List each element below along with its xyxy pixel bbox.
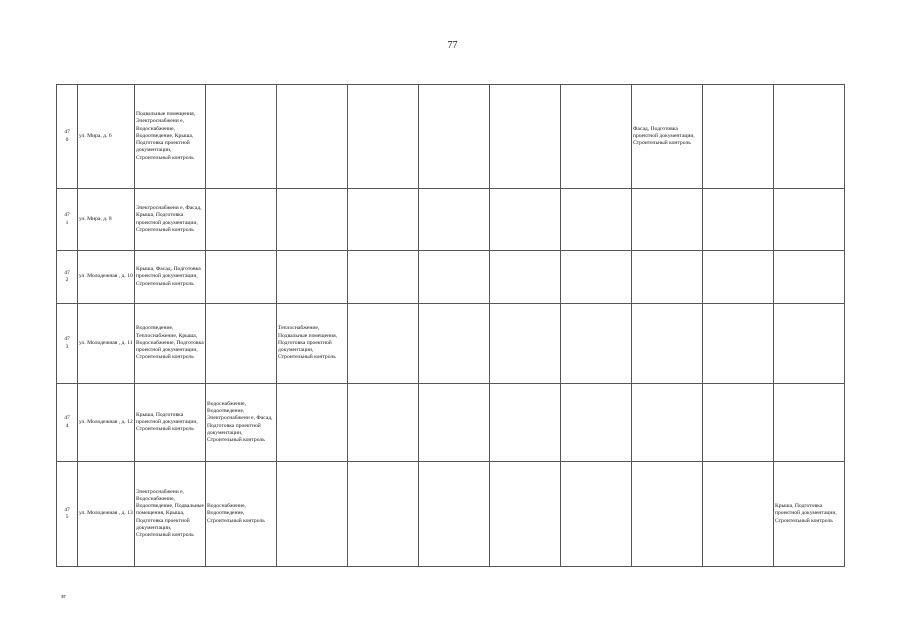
table-row: [57, 189, 845, 251]
row-number: 47 2: [57, 251, 78, 304]
row-address: ул. Мира, д. 6: [78, 85, 135, 189]
cell-empty: [561, 384, 632, 462]
cell-empty: [348, 462, 419, 567]
cell-works: Подвальные помещения, Электроснабжени е, Водоснабжение, Водоотведение, Крыша, Подготовка проектной документации, Строительный контроль: [135, 85, 206, 189]
cell-empty: [419, 251, 490, 304]
row-number: 47 5: [57, 462, 78, 567]
cell-empty: [561, 85, 632, 189]
cell-empty: [774, 384, 845, 462]
cell-empty: [703, 189, 774, 251]
cell-empty: [206, 304, 277, 384]
cell-works: Фасад, Подготовка проектной документации, Строительный контроль: [632, 85, 703, 189]
row-address: ул. Мира, д. 8: [78, 189, 135, 251]
cell-empty: [348, 189, 419, 251]
cell-empty: [348, 384, 419, 462]
cell-empty: [348, 85, 419, 189]
cell-empty: [490, 85, 561, 189]
cell-empty: [419, 384, 490, 462]
cell-empty: [632, 304, 703, 384]
cell-empty: [632, 462, 703, 567]
cell-empty: [774, 85, 845, 189]
cell-empty: [774, 304, 845, 384]
cell-empty: [206, 189, 277, 251]
cell-empty: [419, 85, 490, 189]
cell-empty: [561, 462, 632, 567]
cell-works: Водоснабжение, Водоотведение, Электроснабжени е, Фасад, Подготовка проектной документации, Строительный контроль: [206, 384, 277, 462]
capital-repair-table: [56, 84, 845, 567]
cell-empty: [277, 384, 348, 462]
cell-empty: [561, 189, 632, 251]
page-number: 77: [447, 40, 458, 51]
cell-works: Крыша, Подготовка проектной документации, Строительный контроль: [135, 384, 206, 462]
footer-mark: зг: [61, 594, 66, 600]
table-row: [57, 304, 845, 384]
row-number: 47 0: [57, 85, 78, 189]
row-address: ул. Молодежная , д. 12: [78, 384, 135, 462]
cell-empty: [774, 251, 845, 304]
cell-empty: [277, 85, 348, 189]
cell-empty: [703, 384, 774, 462]
cell-empty: [490, 251, 561, 304]
cell-empty: [490, 462, 561, 567]
cell-empty: [419, 189, 490, 251]
cell-empty: [703, 85, 774, 189]
cell-empty: [419, 462, 490, 567]
cell-empty: [277, 189, 348, 251]
row-address: ул. Молодежная , д. 10: [78, 251, 135, 304]
cell-empty: [632, 251, 703, 304]
cell-works: Крыша, Фасад, Подготовка проектной документации, Строительный контроль: [135, 251, 206, 304]
cell-empty: [490, 384, 561, 462]
row-number: 47 1: [57, 189, 78, 251]
cell-empty: [774, 189, 845, 251]
row-address: ул. Молодежная , д. 13: [78, 462, 135, 567]
row-number: 47 3: [57, 304, 78, 384]
cell-empty: [561, 251, 632, 304]
cell-empty: [632, 189, 703, 251]
cell-empty: [277, 462, 348, 567]
cell-works: Теплоснабжение, Подвальные помещения, Подготовка проектной документации, Строительный контроль: [277, 304, 348, 384]
cell-empty: [703, 304, 774, 384]
cell-empty: [348, 251, 419, 304]
cell-works: Крыша, Подготовка проектной документации, Строительный контроль: [774, 462, 845, 567]
cell-empty: [490, 189, 561, 251]
cell-empty: [206, 251, 277, 304]
cell-empty: [561, 304, 632, 384]
table-row: [57, 384, 845, 462]
table-row: [57, 251, 845, 304]
table-row: [57, 85, 845, 189]
cell-empty: [206, 85, 277, 189]
cell-empty: [490, 304, 561, 384]
cell-empty: [277, 251, 348, 304]
cell-works: Электроснабжени е, Фасад, Крыша, Подготовка проектной документации, Строительный контроль: [135, 189, 206, 251]
table-row: [57, 462, 845, 567]
row-address: ул. Молодежная , д. 11: [78, 304, 135, 384]
row-number: 47 4: [57, 384, 78, 462]
cell-works: Водоотведение, Теплоснабжение, Крыша, Водоснабжение, Подготовка проектной документации, Строительный контроль: [135, 304, 206, 384]
cell-empty: [703, 251, 774, 304]
cell-empty: [703, 462, 774, 567]
cell-empty: [419, 304, 490, 384]
cell-empty: [348, 304, 419, 384]
cell-works: Водоснабжение, Водоотведение, Строительный контроль: [206, 462, 277, 567]
cell-works: Электроснабжени е, Водоснабжение, Водоотведение, Подвальные помещения, Крыша, Подготовка проектной документации, Строительный контроль: [135, 462, 206, 567]
cell-empty: [632, 384, 703, 462]
